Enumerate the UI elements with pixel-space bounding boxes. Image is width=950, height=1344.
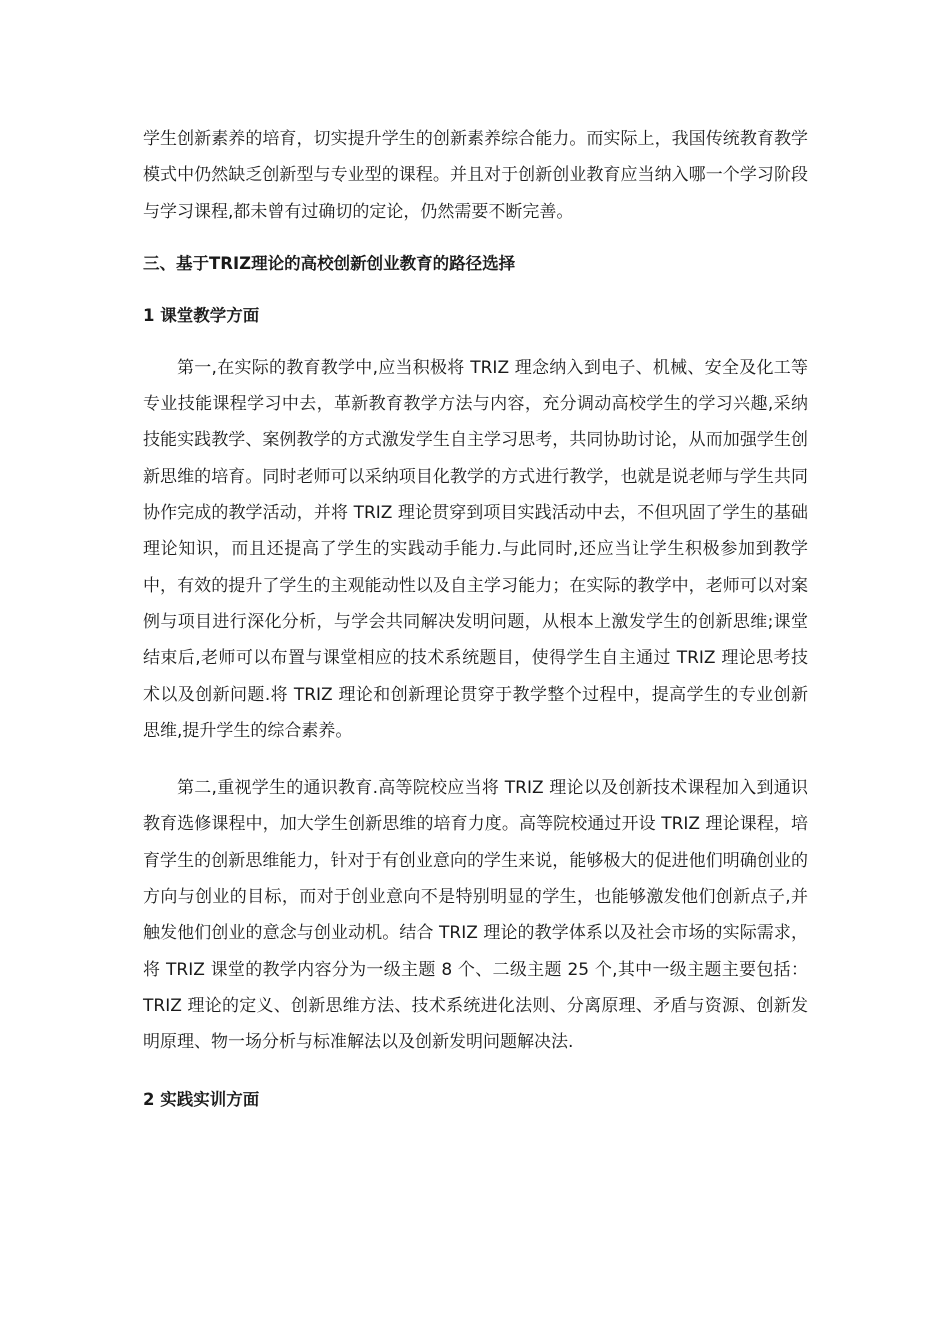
intro-paragraph: 学生创新素养的培育，切实提升学生的创新素养综合能力。而实际上，我国传统教育教学模式中仍然缺乏创新型与专业型的课程。并且对于创新创业教育应当纳入哪一个学习阶段与学习课程,都未曾有过确切的定论，仍然需要不断完善。 xyxy=(143,129,808,222)
spacer xyxy=(143,334,808,350)
section-heading: 三、基于TRIZ理论的高校创新创业教育的路径选择 xyxy=(143,253,516,273)
sub-heading-classroom: 1 课堂教学方面 xyxy=(143,305,260,325)
spacer xyxy=(143,749,808,770)
second-paragraph: 第二,重视学生的通识教育.高等院校应当将 TRIZ 理论以及创新技术课程加入到通识教育选修课程中，加大学生创新思维的培育力度。高等院校通过开设 TRIZ 理论课程，培育学生的创新思维能力，针对于有创业意向的学生来说，能够极大的促进他们明确创业的方向与创业的目标，而对于创业意向不是特别明显的学生，也能够激发他们创新点子,并触发他们创业的意念与创业动机。结合 TRIZ 理论的教学体系以及社会市场的实际需求，将 TRIZ 课堂的教学内容分为一级主题 8 个、二级主题 25 个,其中一级主题主要包括：TRIZ 理论的定义、创新思维方法、技术系统进化法则、分离原理、矛盾与资源、创新发明原理、物一场分析与标准解法以及创新发明问题解决法. xyxy=(143,778,808,1053)
first-paragraph: 第一,在实际的教育教学中,应当积极将 TRIZ 理念纳入到电子、机械、安全及化工等专业技能课程学习中去，革新教育教学方法与内容，充分调动高校学生的学习兴趣,采纳技能实践教学、案例教学的方式激发学生自主学习思考，共同协助讨论，从而加强学生创新思维的培育。同时老师可以采纳项目化教学的方式进行教学，也就是说老师与学生共同协作完成的教学活动，并将 TRIZ 理论贯穿到项目实践活动中去，不但巩固了学生的基础理论知识，而且还提高了学生的实践动手能力.与此同时,还应当让学生积极参加到教学中，有效的提升了学生的主观能动性以及自主学习能力；在实际的教学中，老师可以对案例与项目进行深化分析，与学会共同解决发明问题，从根本上激发学生的创新思维;课堂结束后,老师可以布置与课堂相应的技术系统题目，使得学生自主通过 TRIZ 理论思考技术以及创新问题.将 TRIZ 理论和创新理论贯穿于教学整个过程中，提高学生的专业创新思维,提升学生的综合素养。 xyxy=(143,357,808,741)
spacer xyxy=(143,282,808,298)
spacer xyxy=(143,1061,808,1082)
spacer xyxy=(143,230,808,246)
document-body xyxy=(143,121,808,1118)
sub-heading-practice: 2 实践实训方面 xyxy=(143,1089,260,1109)
